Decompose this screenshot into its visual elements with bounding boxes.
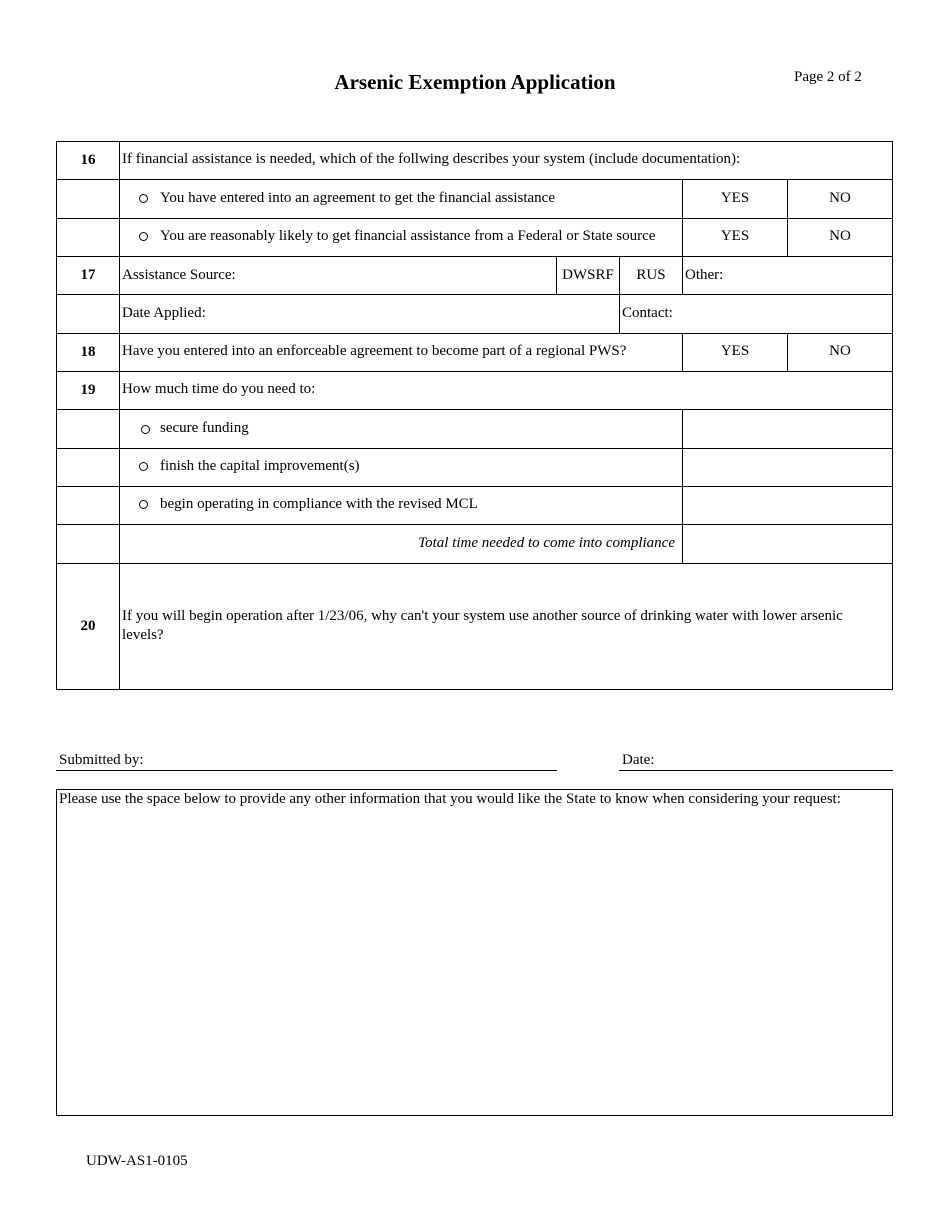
question-number-20: 20 bbox=[80, 618, 96, 634]
question-number-18: 18 bbox=[80, 344, 96, 360]
row-divider bbox=[56, 371, 893, 372]
contact-label: Contact: bbox=[622, 305, 673, 321]
q19-capital-improvement: finish the capital improvement(s) bbox=[160, 458, 360, 474]
q19-secure-funding: secure funding bbox=[160, 420, 249, 436]
submitted-by-label: Submitted by: bbox=[59, 752, 144, 768]
row-divider bbox=[56, 333, 893, 334]
radio-circle-icon bbox=[139, 232, 148, 241]
additional-info-field[interactable] bbox=[58, 812, 891, 1114]
other-source-label: Other: bbox=[685, 267, 724, 283]
date-applied-field[interactable] bbox=[215, 295, 615, 331]
q16-option-agreement: You have entered into an agreement to get the financial assistance bbox=[160, 190, 556, 206]
submitted-by-field[interactable] bbox=[150, 748, 555, 770]
page-indicator: Page 2 of 2 bbox=[794, 69, 862, 85]
q19-begin-operating: begin operating in compliance with the revised MCL bbox=[160, 496, 478, 512]
radio-circle-icon bbox=[139, 500, 148, 509]
radio-circle-icon bbox=[141, 425, 150, 434]
submitted-by-line bbox=[56, 770, 557, 771]
q16-option-likely: You are reasonably likely to get financial assistance from a Federal or State source bbox=[160, 228, 656, 244]
question-number-16: 16 bbox=[80, 152, 96, 168]
capital-improvement-time-field[interactable] bbox=[684, 449, 891, 485]
q18-yes[interactable]: YES bbox=[720, 343, 750, 359]
other-source-field[interactable] bbox=[730, 257, 890, 293]
row-divider bbox=[56, 218, 893, 219]
question-16-text: If financial assistance is needed, which of the follwing describes your system (include documentation): bbox=[122, 151, 741, 167]
question-number-19: 19 bbox=[80, 382, 96, 398]
column-divider bbox=[682, 409, 683, 563]
table-border bbox=[56, 141, 893, 142]
q18-no[interactable]: NO bbox=[829, 343, 851, 359]
rus-option[interactable]: RUS bbox=[636, 267, 666, 283]
assistance-source-label: Assistance Source: bbox=[122, 267, 236, 283]
date-label: Date: bbox=[622, 752, 655, 768]
question-19-text: How much time do you need to: bbox=[122, 381, 316, 397]
total-time-label: Total time needed to come into compliance bbox=[418, 535, 675, 551]
question-20-text: If you will begin operation after 1/23/06, why can't your system use another source of drinking water with lower arsenic levels? bbox=[122, 608, 843, 643]
q16-option1-yes[interactable]: YES bbox=[720, 190, 750, 206]
table-border bbox=[56, 689, 893, 690]
secure-funding-time-field[interactable] bbox=[684, 410, 891, 447]
date-applied-label: Date Applied: bbox=[122, 305, 206, 321]
date-field[interactable] bbox=[660, 748, 890, 770]
radio-circle-icon bbox=[139, 462, 148, 471]
question-18-text: Have you entered into an enforceable agreement to become part of a regional PWS? bbox=[122, 343, 627, 359]
row-divider bbox=[56, 563, 893, 564]
total-time-field[interactable] bbox=[684, 525, 891, 562]
question-number-17: 17 bbox=[80, 267, 96, 283]
begin-operating-time-field[interactable] bbox=[684, 487, 891, 523]
contact-field[interactable] bbox=[680, 295, 890, 331]
q16-option2-yes[interactable]: YES bbox=[720, 228, 750, 244]
date-line bbox=[619, 770, 893, 771]
table-border bbox=[56, 141, 57, 689]
page-title: Arsenic Exemption Application bbox=[334, 70, 616, 94]
additional-info-prompt: Please use the space below to provide any other information that you would like the State to know when considering your request: bbox=[59, 791, 841, 807]
form-code: UDW-AS1-0105 bbox=[86, 1153, 188, 1169]
column-divider bbox=[682, 256, 683, 294]
row-divider bbox=[56, 179, 893, 180]
radio-circle-icon bbox=[139, 194, 148, 203]
q16-option2-no[interactable]: NO bbox=[829, 228, 851, 244]
table-border bbox=[892, 141, 893, 689]
q16-option1-no[interactable]: NO bbox=[829, 190, 851, 206]
dwsrf-option[interactable]: DWSRF bbox=[562, 267, 614, 283]
column-divider bbox=[119, 141, 120, 689]
